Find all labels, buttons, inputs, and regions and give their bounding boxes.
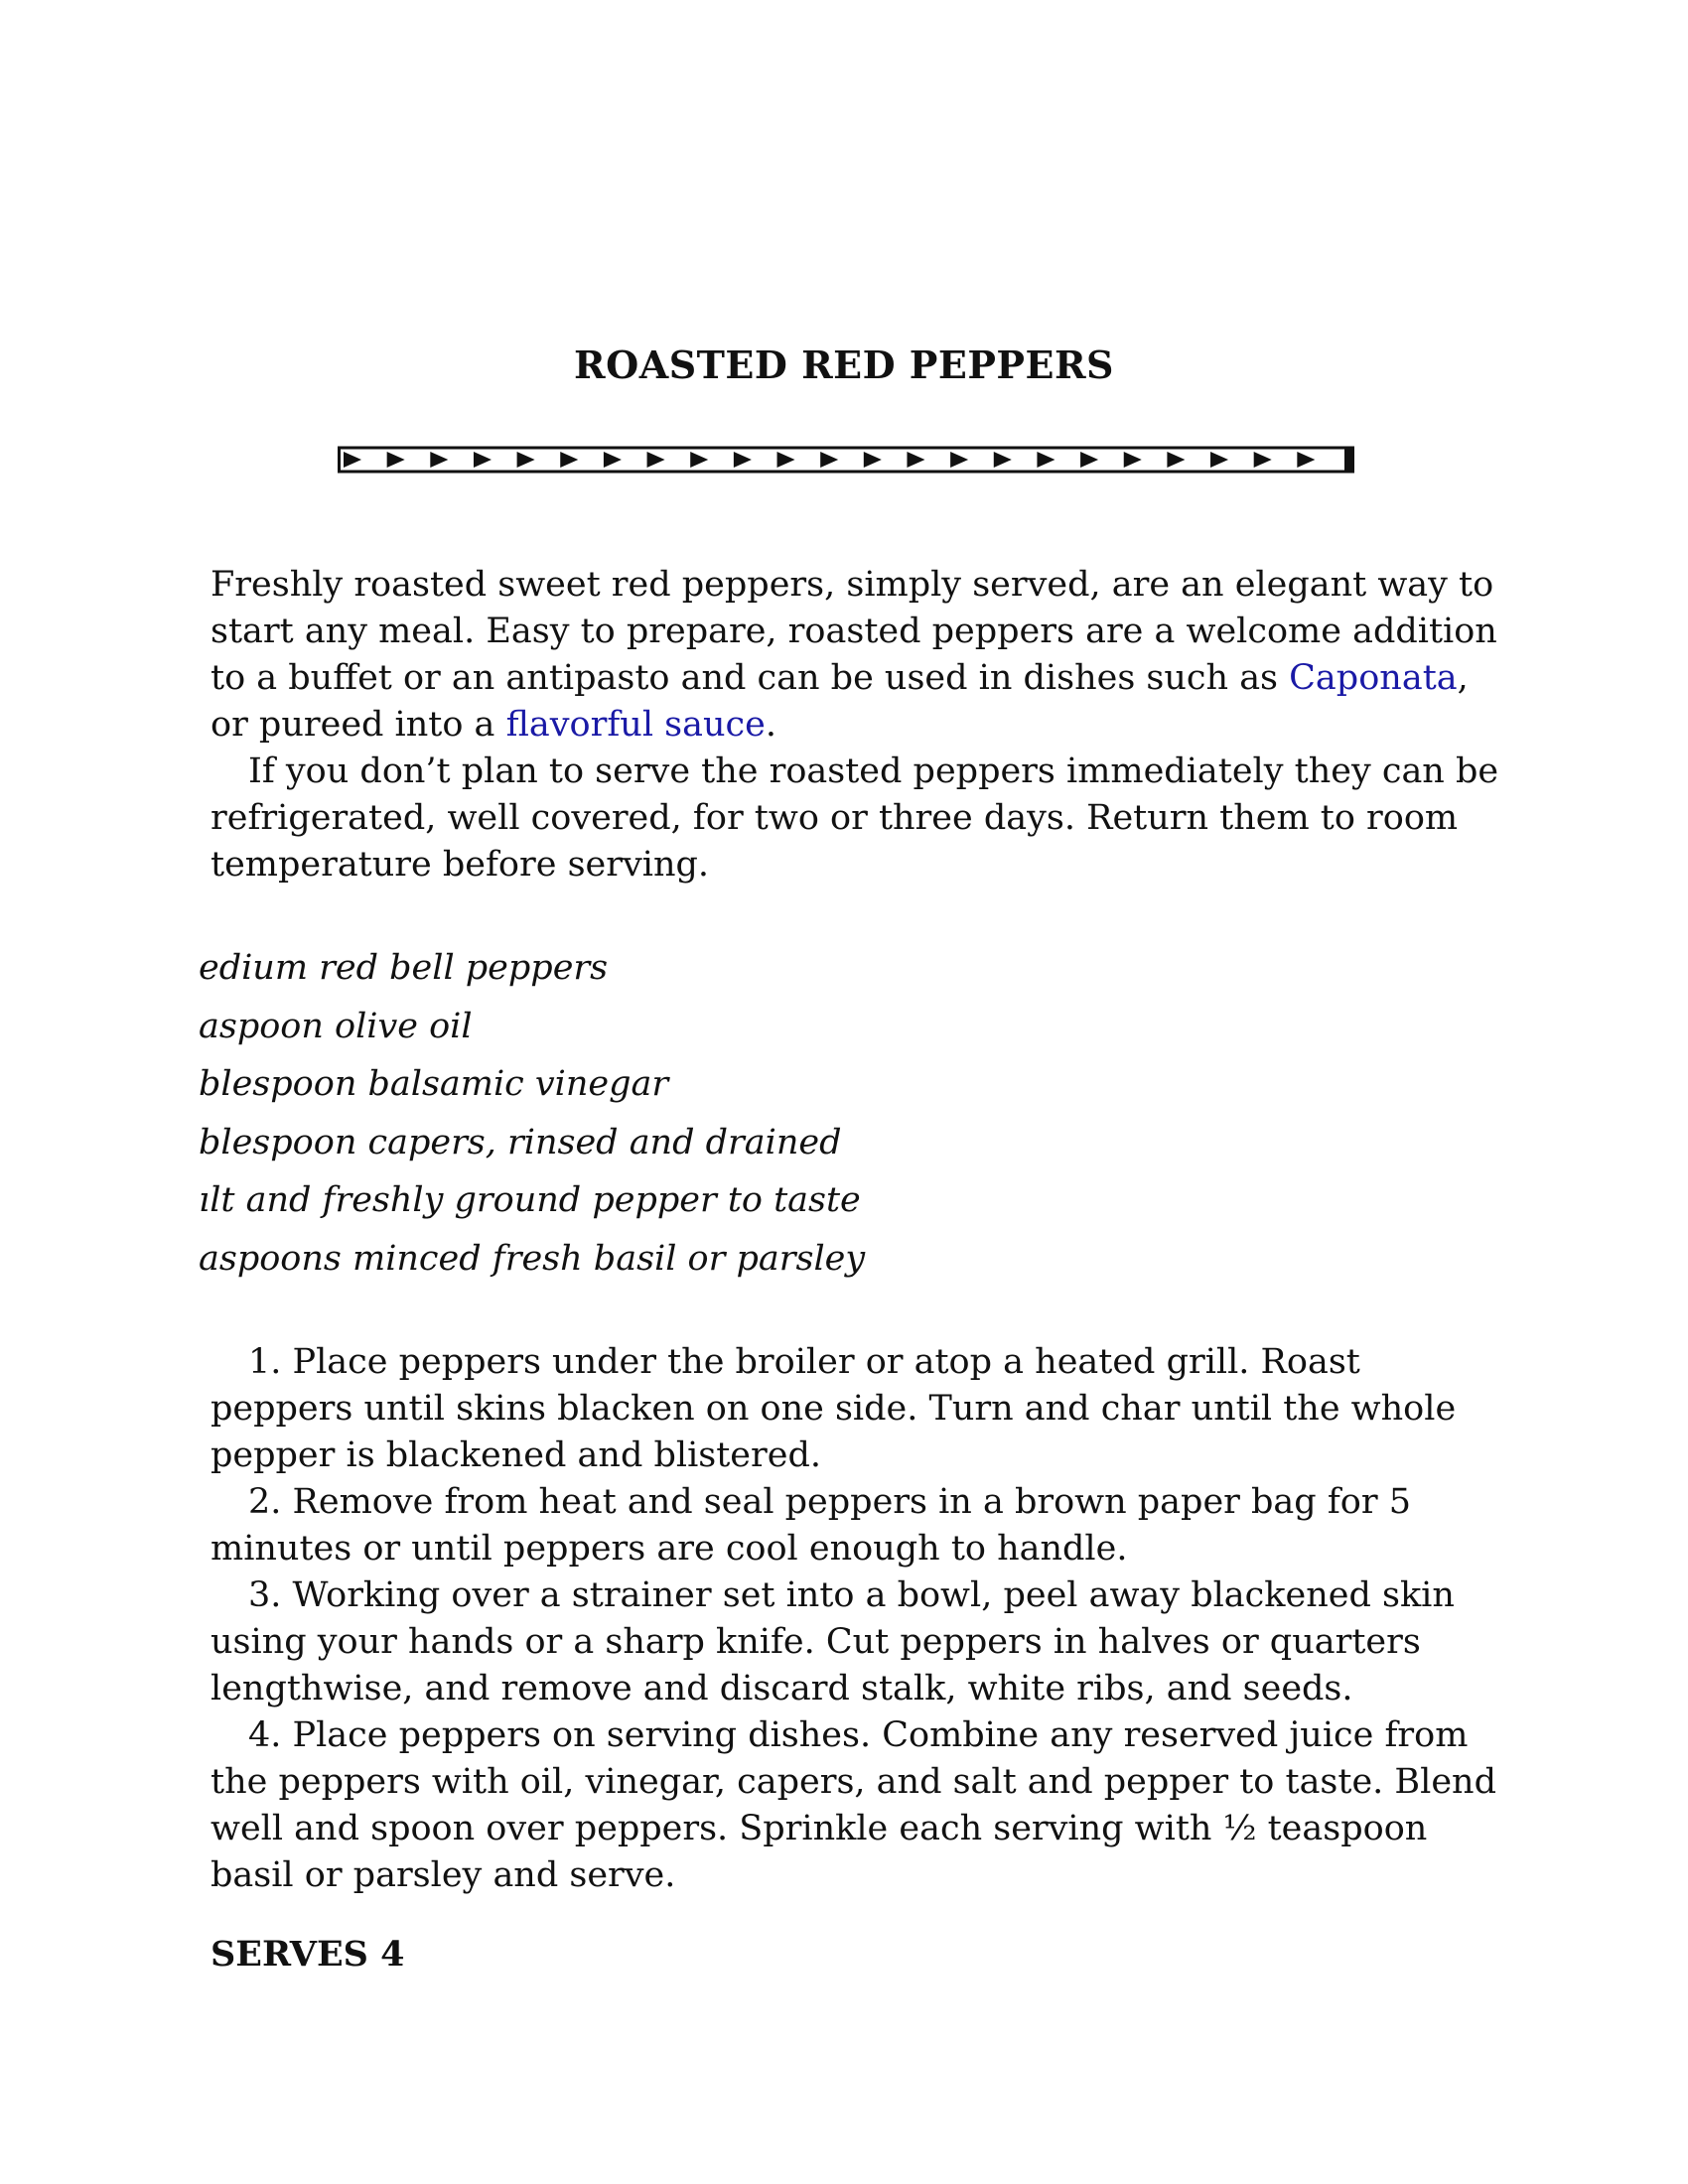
step-item: 2. Remove from heat and seal peppers in a brown paper bag for 5 minutes or until peppers are cool enough to handle. <box>211 1482 1411 1569</box>
arrow-border-ornament-icon <box>338 445 1354 475</box>
intro-paragraph-1 <box>211 562 1501 749</box>
step-item: 1. Place peppers under the broiler or atop a heated grill. Roast peppers until skins blacken on one side. Turn and char until the whole pepper is blackened and blistered. <box>211 1342 1457 1475</box>
serves-count: SERVES 4 <box>211 1934 405 1975</box>
ingredient-item: edium red bell peppers <box>199 948 609 988</box>
ingredient-item: ılt and freshly ground pepper to taste <box>199 1180 861 1220</box>
ingredient-item: aspoons minced fresh basil or parsley <box>199 1238 866 1279</box>
ingredient-item: aspoon olive oil <box>199 1006 473 1046</box>
recipe-steps <box>211 1339 1501 1899</box>
ingredient-item: blespoon capers, rinsed and drained <box>199 1122 842 1162</box>
intro-paragraph-2: If you don’t plan to serve the roasted peppers immediately they can be refrigerated, well covered, for two or three days. Return them to room temperature before serving. <box>211 751 1499 885</box>
ingredient-item: blespoon balsamic vinegar <box>199 1064 669 1104</box>
caponata-link[interactable]: Caponata <box>1289 658 1458 698</box>
step-item: 4. Place peppers on serving dishes. Combine any reserved juice from the peppers with oil, vinegar, capers, and salt and pepper to taste. Blend well and spoon over peppers. Sprinkle each serving with ½ teaspoon basil or parsley and serve. <box>211 1715 1496 1895</box>
intro-text-3: . <box>765 705 776 745</box>
ingredient-list <box>199 939 1092 1288</box>
intro-text-2: , or pureed into a <box>211 658 1469 745</box>
intro-text-1: Freshly roasted sweet red peppers, simply served, are an elegant way to start any meal. Easy to prepare, roasted peppers are a welcome addition to a buffet or an antipasto and can be used in dishes such as <box>211 565 1497 698</box>
recipe-intro <box>211 562 1501 888</box>
recipe-title: ROASTED RED PEPPERS <box>574 342 1114 387</box>
step-item: 3. Working over a strainer set into a bowl, peel away blackened skin using your hands or a sharp knife. Cut peppers in halves or quarters lengthwise, and remove and discard stalk, white ribs, and seeds. <box>211 1575 1455 1708</box>
flavorful-sauce-link[interactable]: flavorful sauce <box>505 705 766 745</box>
